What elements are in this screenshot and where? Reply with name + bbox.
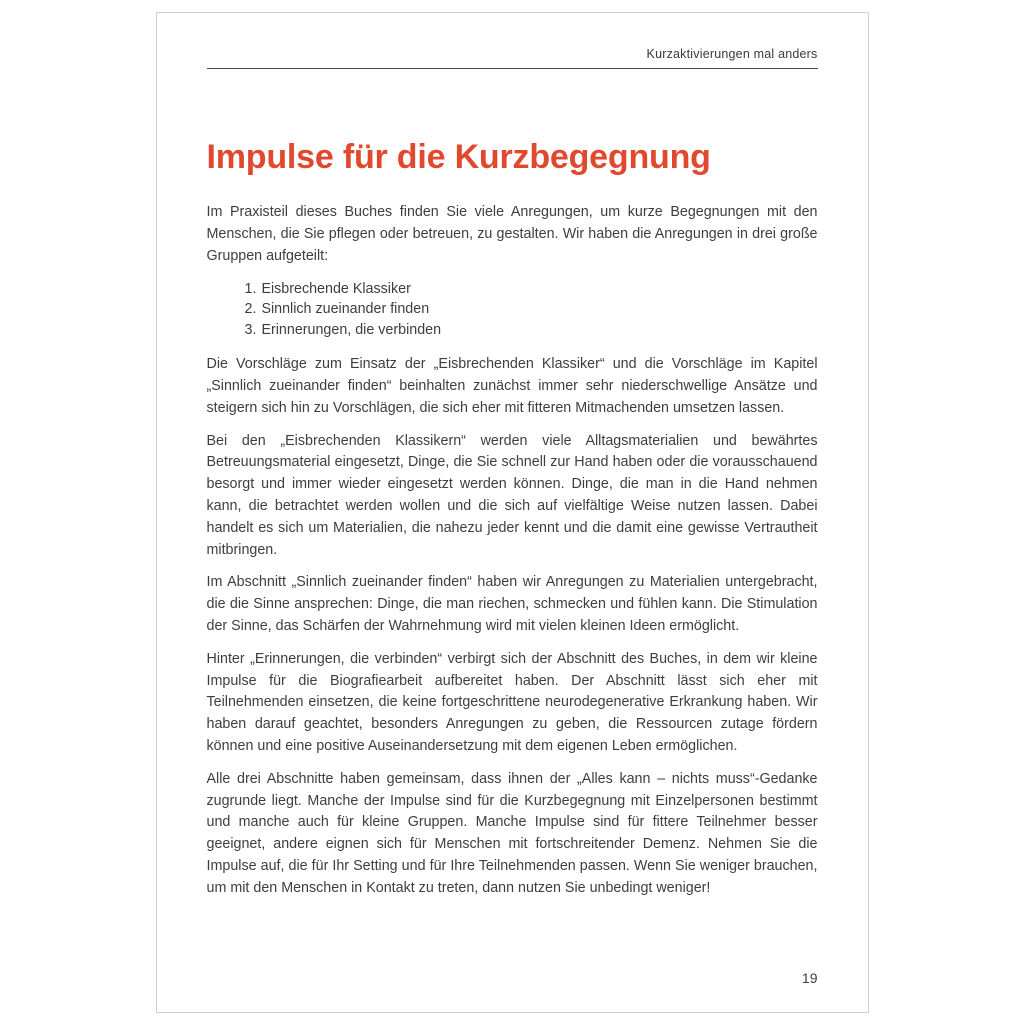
page-title: Impulse für die Kurzbegegnung xyxy=(206,138,711,176)
paragraph: Im Abschnitt „Sinnlich zueinander finden“ haben wir Anregungen zu Materialien untergebracht, die die Sinne ansprechen: Dinge, die man riechen, schmecken und fühlen kann. Die Stimulation der Sinne, das Schärfen der Wahrnehmung wird mit vielen kleinen Ideen ermöglicht. xyxy=(206,574,818,635)
header-rule xyxy=(207,68,818,69)
list-item xyxy=(245,279,818,300)
list-item xyxy=(245,299,818,320)
list-item xyxy=(245,320,818,341)
list-label: Eisbrechende Klassiker xyxy=(261,280,411,297)
page-number: 19 xyxy=(801,970,818,986)
paragraph: Hinter „Erinnerungen, die verbinden“ verbirgt sich der Abschnitt des Buches, in dem wir kleine Impulse für die Biografiearbeit aufbereitet haben. Der Abschnitt lässt sich eher mit Teilnehmenden einsetzen, die keine fortgeschrittene neurodegenerative Erkrankung haben. Wir haben darauf geachtet, besonders Anregungen zu geben, die Ressourcen zutage fördern können und eine positive Auseinandersetzung mit dem eigenen Leben ermöglichen. xyxy=(206,650,818,755)
running-header: Kurzaktivierungen mal anders xyxy=(646,47,818,61)
list-label: Erinnerungen, die verbinden xyxy=(261,321,442,338)
page-header xyxy=(207,47,818,69)
list-number: 2. xyxy=(244,301,257,318)
book-page xyxy=(156,12,869,1013)
group-list xyxy=(207,279,818,341)
list-number: 1. xyxy=(244,280,257,297)
body-text xyxy=(207,202,818,899)
paragraph: Die Vorschläge zum Einsatz der „Eisbrechenden Klassiker“ und die Vorschläge im Kapitel „Sinnlich zueinander finden“ beinhalten zunächst immer sehr niederschwellige Ansätze und steigern sich hin zu Vorschlägen, die sich eher mit fitteren Mitmachenden umsetzen lassen. xyxy=(206,356,818,416)
list-label: Sinnlich zueinander finden xyxy=(261,301,430,318)
paragraph: Bei den „Eisbrechenden Klassikern“ werden viele Alltagsmaterialien und bewährtes Betreuungsmaterial eingesetzt, Dinge, die Sie schnell zur Hand haben oder die vorausschauend besorgt und immer wieder eingesetzt werden können. Dinge, die man in die Hand nehmen kann, die betrachtet werden wollen und die sich auf vielfältige Weise nutzen lassen. Dabei handelt es sich um Materialien, die nahezu jeder kennt und die damit eine gewisse Vertrautheit mitbringen. xyxy=(206,432,818,558)
paragraph: Alle drei Abschnitte haben gemeinsam, dass ihnen der „Alles kann – nichts muss“-Gedanke zugrunde liegt. Manche der Impulse sind für die Kurzbegegnung mit Einzelpersonen bestimmt und manche auch für kleine Gruppen. Manche Impulse sind für fittere Teilnehmer besser geeignet, andere eignen sich für Menschen mit fortschreitender Demenz. Nehmen Sie die Impulse auf, die für Ihr Setting und für Ihre Teilnehmenden passen. Wenn Sie weniger brauchen, um mit den Menschen in Kontakt zu treten, dann nutzen Sie unbedingt weniger! xyxy=(206,770,818,896)
list-number: 3. xyxy=(244,321,257,338)
intro-paragraph: Im Praxisteil dieses Buches finden Sie viele Anregungen, um kurze Begegnungen mit den Menschen, die Sie pflegen oder betreuen, zu gestalten. Wir haben die Anregungen in drei große Gruppen aufgeteilt: xyxy=(206,204,818,264)
